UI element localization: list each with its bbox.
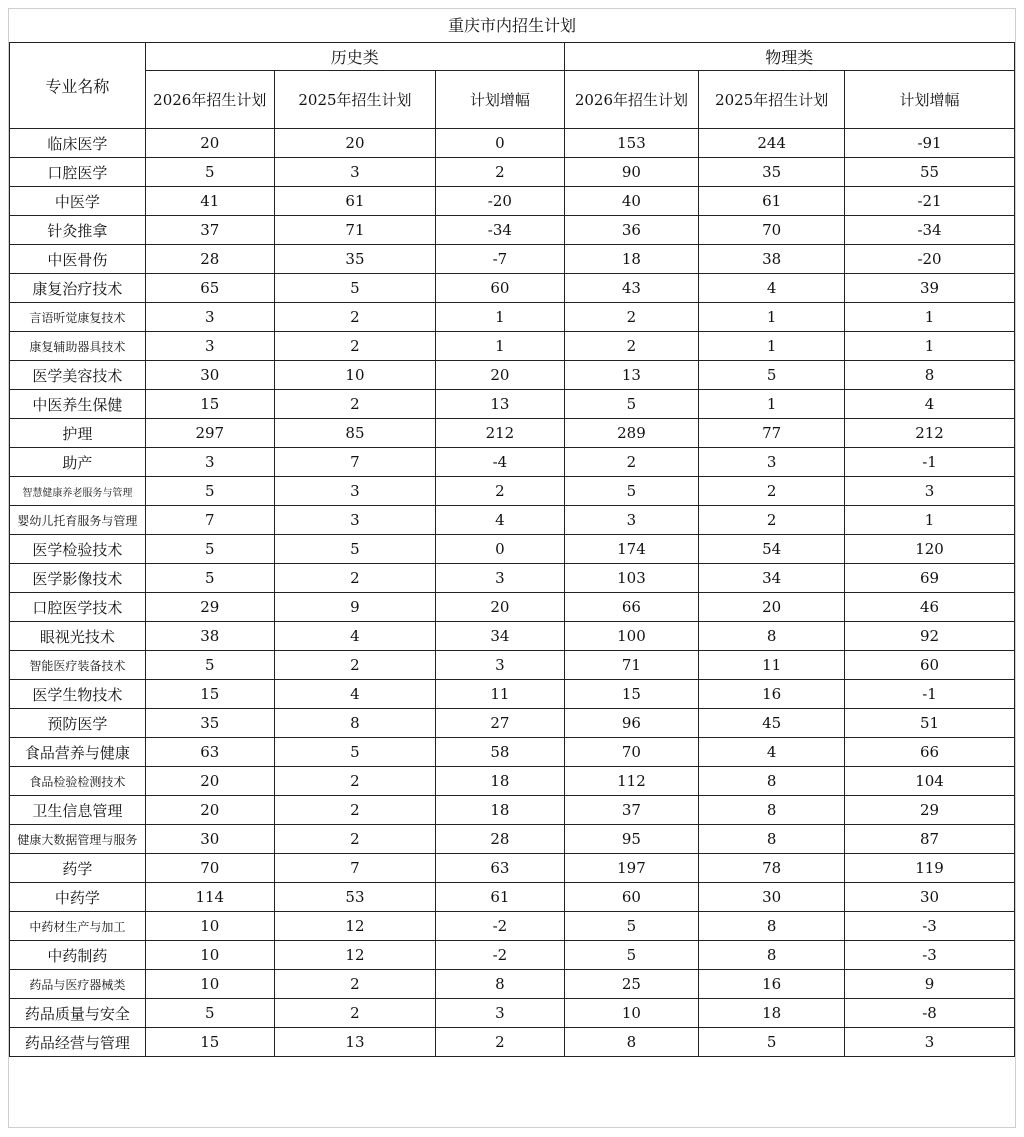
value-cell: -2 — [436, 941, 564, 970]
value-cell: 77 — [699, 419, 845, 448]
value-cell: 2 — [274, 970, 436, 999]
value-cell: 197 — [564, 854, 699, 883]
table-row — [10, 506, 1015, 535]
value-cell: 119 — [845, 854, 1015, 883]
value-cell: 63 — [145, 738, 274, 767]
value-cell: 7 — [145, 506, 274, 535]
value-cell: 29 — [145, 593, 274, 622]
value-cell: 20 — [274, 129, 436, 158]
value-cell: 15 — [145, 390, 274, 419]
value-cell: 2 — [274, 796, 436, 825]
value-cell: 13 — [436, 390, 564, 419]
spreadsheet-page — [8, 8, 1016, 1128]
value-cell: 3 — [845, 477, 1015, 506]
table-row — [10, 448, 1015, 477]
value-cell: -34 — [436, 216, 564, 245]
value-cell: 3 — [436, 999, 564, 1028]
value-cell: 30 — [145, 825, 274, 854]
value-cell: 8 — [699, 912, 845, 941]
value-cell: 8 — [564, 1028, 699, 1057]
value-cell: 12 — [274, 912, 436, 941]
table-row — [10, 738, 1015, 767]
table-row — [10, 767, 1015, 796]
value-cell: 90 — [564, 158, 699, 187]
value-cell: 53 — [274, 883, 436, 912]
value-cell: 2 — [274, 999, 436, 1028]
value-cell: 37 — [145, 216, 274, 245]
value-cell: 18 — [436, 767, 564, 796]
value-cell: 38 — [145, 622, 274, 651]
value-cell: -7 — [436, 245, 564, 274]
major-name-cell: 口腔医学技术 — [10, 593, 146, 622]
value-cell: 120 — [845, 535, 1015, 564]
column-header: 2025年招生计划 — [699, 71, 845, 129]
value-cell: -4 — [436, 448, 564, 477]
value-cell: 71 — [564, 651, 699, 680]
value-cell: -20 — [845, 245, 1015, 274]
value-cell: 3 — [274, 158, 436, 187]
value-cell: 96 — [564, 709, 699, 738]
value-cell: 8 — [699, 941, 845, 970]
value-cell: 2 — [436, 158, 564, 187]
column-header: 2026年招生计划 — [145, 71, 274, 129]
value-cell: 2 — [274, 332, 436, 361]
value-cell: 8 — [699, 825, 845, 854]
value-cell: 70 — [564, 738, 699, 767]
major-name-cell: 临床医学 — [10, 129, 146, 158]
value-cell: 3 — [564, 506, 699, 535]
value-cell: 3 — [274, 506, 436, 535]
value-cell: 0 — [436, 535, 564, 564]
value-cell: 2 — [274, 564, 436, 593]
value-cell: 63 — [436, 854, 564, 883]
table-row — [10, 970, 1015, 999]
table-row — [10, 158, 1015, 187]
value-cell: 13 — [564, 361, 699, 390]
value-cell: 20 — [436, 361, 564, 390]
value-cell: 8 — [699, 622, 845, 651]
value-cell: 297 — [145, 419, 274, 448]
table-row — [10, 419, 1015, 448]
enrollment-table — [9, 42, 1015, 1057]
value-cell: 212 — [845, 419, 1015, 448]
value-cell: 10 — [145, 941, 274, 970]
value-cell: 66 — [845, 738, 1015, 767]
value-cell: 54 — [699, 535, 845, 564]
value-cell: 5 — [145, 999, 274, 1028]
group-header-history: 历史类 — [145, 43, 564, 71]
value-cell: 60 — [436, 274, 564, 303]
value-cell: 7 — [274, 448, 436, 477]
value-cell: 2 — [274, 825, 436, 854]
table-row — [10, 709, 1015, 738]
value-cell: 7 — [274, 854, 436, 883]
value-cell: 13 — [274, 1028, 436, 1057]
value-cell: 4 — [699, 274, 845, 303]
table-row — [10, 883, 1015, 912]
major-name-cell: 食品检验检测技术 — [10, 767, 146, 796]
value-cell: 20 — [145, 129, 274, 158]
value-cell: 4 — [699, 738, 845, 767]
value-cell: 2 — [699, 506, 845, 535]
value-cell: 30 — [845, 883, 1015, 912]
value-cell: 3 — [145, 448, 274, 477]
value-cell: 1 — [845, 303, 1015, 332]
major-name-cell: 医学检验技术 — [10, 535, 146, 564]
major-name-cell: 卫生信息管理 — [10, 796, 146, 825]
value-cell: 70 — [145, 854, 274, 883]
value-cell: 3 — [845, 1028, 1015, 1057]
value-cell: 87 — [845, 825, 1015, 854]
value-cell: 10 — [274, 361, 436, 390]
value-cell: 46 — [845, 593, 1015, 622]
value-cell: 51 — [845, 709, 1015, 738]
major-name-cell: 中医学 — [10, 187, 146, 216]
table-row — [10, 477, 1015, 506]
major-name-cell: 眼视光技术 — [10, 622, 146, 651]
value-cell: 27 — [436, 709, 564, 738]
value-cell: 11 — [699, 651, 845, 680]
value-cell: 9 — [845, 970, 1015, 999]
value-cell: 2 — [436, 1028, 564, 1057]
value-cell: 78 — [699, 854, 845, 883]
value-cell: 30 — [699, 883, 845, 912]
value-cell: 4 — [274, 680, 436, 709]
value-cell: 61 — [436, 883, 564, 912]
value-cell: 8 — [699, 767, 845, 796]
value-cell: 2 — [699, 477, 845, 506]
value-cell: 5 — [274, 738, 436, 767]
major-name-cell: 药品经营与管理 — [10, 1028, 146, 1057]
major-name-header: 专业名称 — [10, 43, 146, 129]
value-cell: 103 — [564, 564, 699, 593]
value-cell: 60 — [564, 883, 699, 912]
value-cell: 58 — [436, 738, 564, 767]
value-cell: 29 — [845, 796, 1015, 825]
table-row — [10, 593, 1015, 622]
value-cell: 37 — [564, 796, 699, 825]
table-row — [10, 999, 1015, 1028]
value-cell: 45 — [699, 709, 845, 738]
value-cell: -21 — [845, 187, 1015, 216]
value-cell: 12 — [274, 941, 436, 970]
major-name-cell: 中药材生产与加工 — [10, 912, 146, 941]
value-cell: 153 — [564, 129, 699, 158]
table-row — [10, 622, 1015, 651]
table-row — [10, 187, 1015, 216]
major-name-cell: 康复辅助器具技术 — [10, 332, 146, 361]
major-name-cell: 智慧健康养老服务与管理 — [10, 477, 146, 506]
value-cell: -91 — [845, 129, 1015, 158]
value-cell: 5 — [564, 390, 699, 419]
value-cell: 114 — [145, 883, 274, 912]
value-cell: -8 — [845, 999, 1015, 1028]
value-cell: 3 — [274, 477, 436, 506]
value-cell: 2 — [274, 303, 436, 332]
major-name-cell: 食品营养与健康 — [10, 738, 146, 767]
major-name-cell: 医学影像技术 — [10, 564, 146, 593]
value-cell: 8 — [436, 970, 564, 999]
value-cell: 4 — [436, 506, 564, 535]
value-cell: 1 — [845, 332, 1015, 361]
value-cell: 3 — [699, 448, 845, 477]
value-cell: 34 — [699, 564, 845, 593]
value-cell: 18 — [564, 245, 699, 274]
table-row — [10, 912, 1015, 941]
value-cell: 40 — [564, 187, 699, 216]
value-cell: 20 — [699, 593, 845, 622]
value-cell: 95 — [564, 825, 699, 854]
value-cell: 70 — [699, 216, 845, 245]
value-cell: 36 — [564, 216, 699, 245]
value-cell: 61 — [699, 187, 845, 216]
table-row — [10, 216, 1015, 245]
table-row — [10, 303, 1015, 332]
value-cell: 5 — [564, 477, 699, 506]
value-cell: 5 — [145, 477, 274, 506]
value-cell: 18 — [699, 999, 845, 1028]
value-cell: 92 — [845, 622, 1015, 651]
value-cell: 60 — [845, 651, 1015, 680]
value-cell: 35 — [274, 245, 436, 274]
value-cell: 11 — [436, 680, 564, 709]
value-cell: -3 — [845, 941, 1015, 970]
value-cell: 28 — [436, 825, 564, 854]
value-cell: 66 — [564, 593, 699, 622]
column-header: 计划增幅 — [436, 71, 564, 129]
major-name-cell: 药品质量与安全 — [10, 999, 146, 1028]
value-cell: 5 — [145, 158, 274, 187]
value-cell: 100 — [564, 622, 699, 651]
major-name-cell: 中医骨伤 — [10, 245, 146, 274]
major-name-cell: 药品与医疗器械类 — [10, 970, 146, 999]
table-row — [10, 129, 1015, 158]
value-cell: 34 — [436, 622, 564, 651]
table-row — [10, 854, 1015, 883]
value-cell: 43 — [564, 274, 699, 303]
value-cell: 5 — [564, 941, 699, 970]
value-cell: 8 — [845, 361, 1015, 390]
column-header: 2026年招生计划 — [564, 71, 699, 129]
value-cell: 5 — [699, 1028, 845, 1057]
value-cell: 20 — [436, 593, 564, 622]
value-cell: -20 — [436, 187, 564, 216]
value-cell: 8 — [274, 709, 436, 738]
value-cell: 15 — [145, 680, 274, 709]
value-cell: 1 — [699, 332, 845, 361]
value-cell: 1 — [699, 303, 845, 332]
major-name-cell: 言语听觉康复技术 — [10, 303, 146, 332]
value-cell: 18 — [436, 796, 564, 825]
major-name-cell: 中药学 — [10, 883, 146, 912]
value-cell: -2 — [436, 912, 564, 941]
value-cell: 2 — [564, 332, 699, 361]
value-cell: -1 — [845, 448, 1015, 477]
value-cell: 2 — [274, 767, 436, 796]
major-name-cell: 中医养生保健 — [10, 390, 146, 419]
value-cell: 5 — [274, 535, 436, 564]
value-cell: 4 — [845, 390, 1015, 419]
value-cell: -34 — [845, 216, 1015, 245]
major-name-cell: 健康大数据管理与服务 — [10, 825, 146, 854]
table-row — [10, 651, 1015, 680]
table-row — [10, 941, 1015, 970]
value-cell: 2 — [436, 477, 564, 506]
major-name-cell: 助产 — [10, 448, 146, 477]
value-cell: 3 — [145, 332, 274, 361]
column-header: 计划增幅 — [845, 71, 1015, 129]
value-cell: 104 — [845, 767, 1015, 796]
value-cell: 15 — [564, 680, 699, 709]
value-cell: 39 — [845, 274, 1015, 303]
major-name-cell: 针灸推拿 — [10, 216, 146, 245]
value-cell: 2 — [274, 390, 436, 419]
value-cell: 16 — [699, 680, 845, 709]
value-cell: 174 — [564, 535, 699, 564]
major-name-cell: 医学生物技术 — [10, 680, 146, 709]
value-cell: 289 — [564, 419, 699, 448]
table-row — [10, 390, 1015, 419]
table-row — [10, 1028, 1015, 1057]
table-title: 重庆市内招生计划 — [447, 16, 576, 35]
major-name-cell: 康复治疗技术 — [10, 274, 146, 303]
value-cell: 65 — [145, 274, 274, 303]
table-row — [10, 245, 1015, 274]
table-row — [10, 535, 1015, 564]
value-cell: 2 — [564, 303, 699, 332]
value-cell: 28 — [145, 245, 274, 274]
value-cell: 41 — [145, 187, 274, 216]
value-cell: 85 — [274, 419, 436, 448]
major-name-cell: 预防医学 — [10, 709, 146, 738]
value-cell: 55 — [845, 158, 1015, 187]
value-cell: 10 — [145, 912, 274, 941]
value-cell: 4 — [274, 622, 436, 651]
value-cell: 3 — [436, 651, 564, 680]
value-cell: 1 — [436, 303, 564, 332]
value-cell: 2 — [564, 448, 699, 477]
value-cell: 112 — [564, 767, 699, 796]
value-cell: 16 — [699, 970, 845, 999]
value-cell: 61 — [274, 187, 436, 216]
value-cell: 3 — [145, 303, 274, 332]
major-name-cell: 智能医疗装备技术 — [10, 651, 146, 680]
value-cell: 5 — [699, 361, 845, 390]
value-cell: 5 — [274, 274, 436, 303]
value-cell: 9 — [274, 593, 436, 622]
major-name-cell: 药学 — [10, 854, 146, 883]
major-name-cell: 中药制药 — [10, 941, 146, 970]
value-cell: -3 — [845, 912, 1015, 941]
major-name-cell: 护理 — [10, 419, 146, 448]
value-cell: 69 — [845, 564, 1015, 593]
major-name-cell: 医学美容技术 — [10, 361, 146, 390]
value-cell: 212 — [436, 419, 564, 448]
major-name-cell: 婴幼儿托育服务与管理 — [10, 506, 146, 535]
value-cell: 25 — [564, 970, 699, 999]
value-cell: 5 — [145, 564, 274, 593]
value-cell: 2 — [274, 651, 436, 680]
value-cell: 15 — [145, 1028, 274, 1057]
value-cell: 20 — [145, 796, 274, 825]
value-cell: 3 — [436, 564, 564, 593]
value-cell: 5 — [145, 535, 274, 564]
value-cell: 5 — [564, 912, 699, 941]
value-cell: 1 — [436, 332, 564, 361]
major-name-cell: 口腔医学 — [10, 158, 146, 187]
value-cell: 1 — [699, 390, 845, 419]
value-cell: 8 — [699, 796, 845, 825]
value-cell: 10 — [564, 999, 699, 1028]
value-cell: 244 — [699, 129, 845, 158]
value-cell: 5 — [145, 651, 274, 680]
value-cell: 1 — [845, 506, 1015, 535]
value-cell: 71 — [274, 216, 436, 245]
group-header-physics: 物理类 — [564, 43, 1014, 71]
value-cell: 30 — [145, 361, 274, 390]
table-row — [10, 274, 1015, 303]
table-row — [10, 825, 1015, 854]
column-header: 2025年招生计划 — [274, 71, 436, 129]
value-cell: -1 — [845, 680, 1015, 709]
value-cell: 35 — [145, 709, 274, 738]
value-cell: 20 — [145, 767, 274, 796]
table-row — [10, 361, 1015, 390]
table-row — [10, 796, 1015, 825]
value-cell: 38 — [699, 245, 845, 274]
value-cell: 10 — [145, 970, 274, 999]
table-row — [10, 680, 1015, 709]
value-cell: 35 — [699, 158, 845, 187]
table-row — [10, 564, 1015, 593]
table-row — [10, 332, 1015, 361]
value-cell: 0 — [436, 129, 564, 158]
